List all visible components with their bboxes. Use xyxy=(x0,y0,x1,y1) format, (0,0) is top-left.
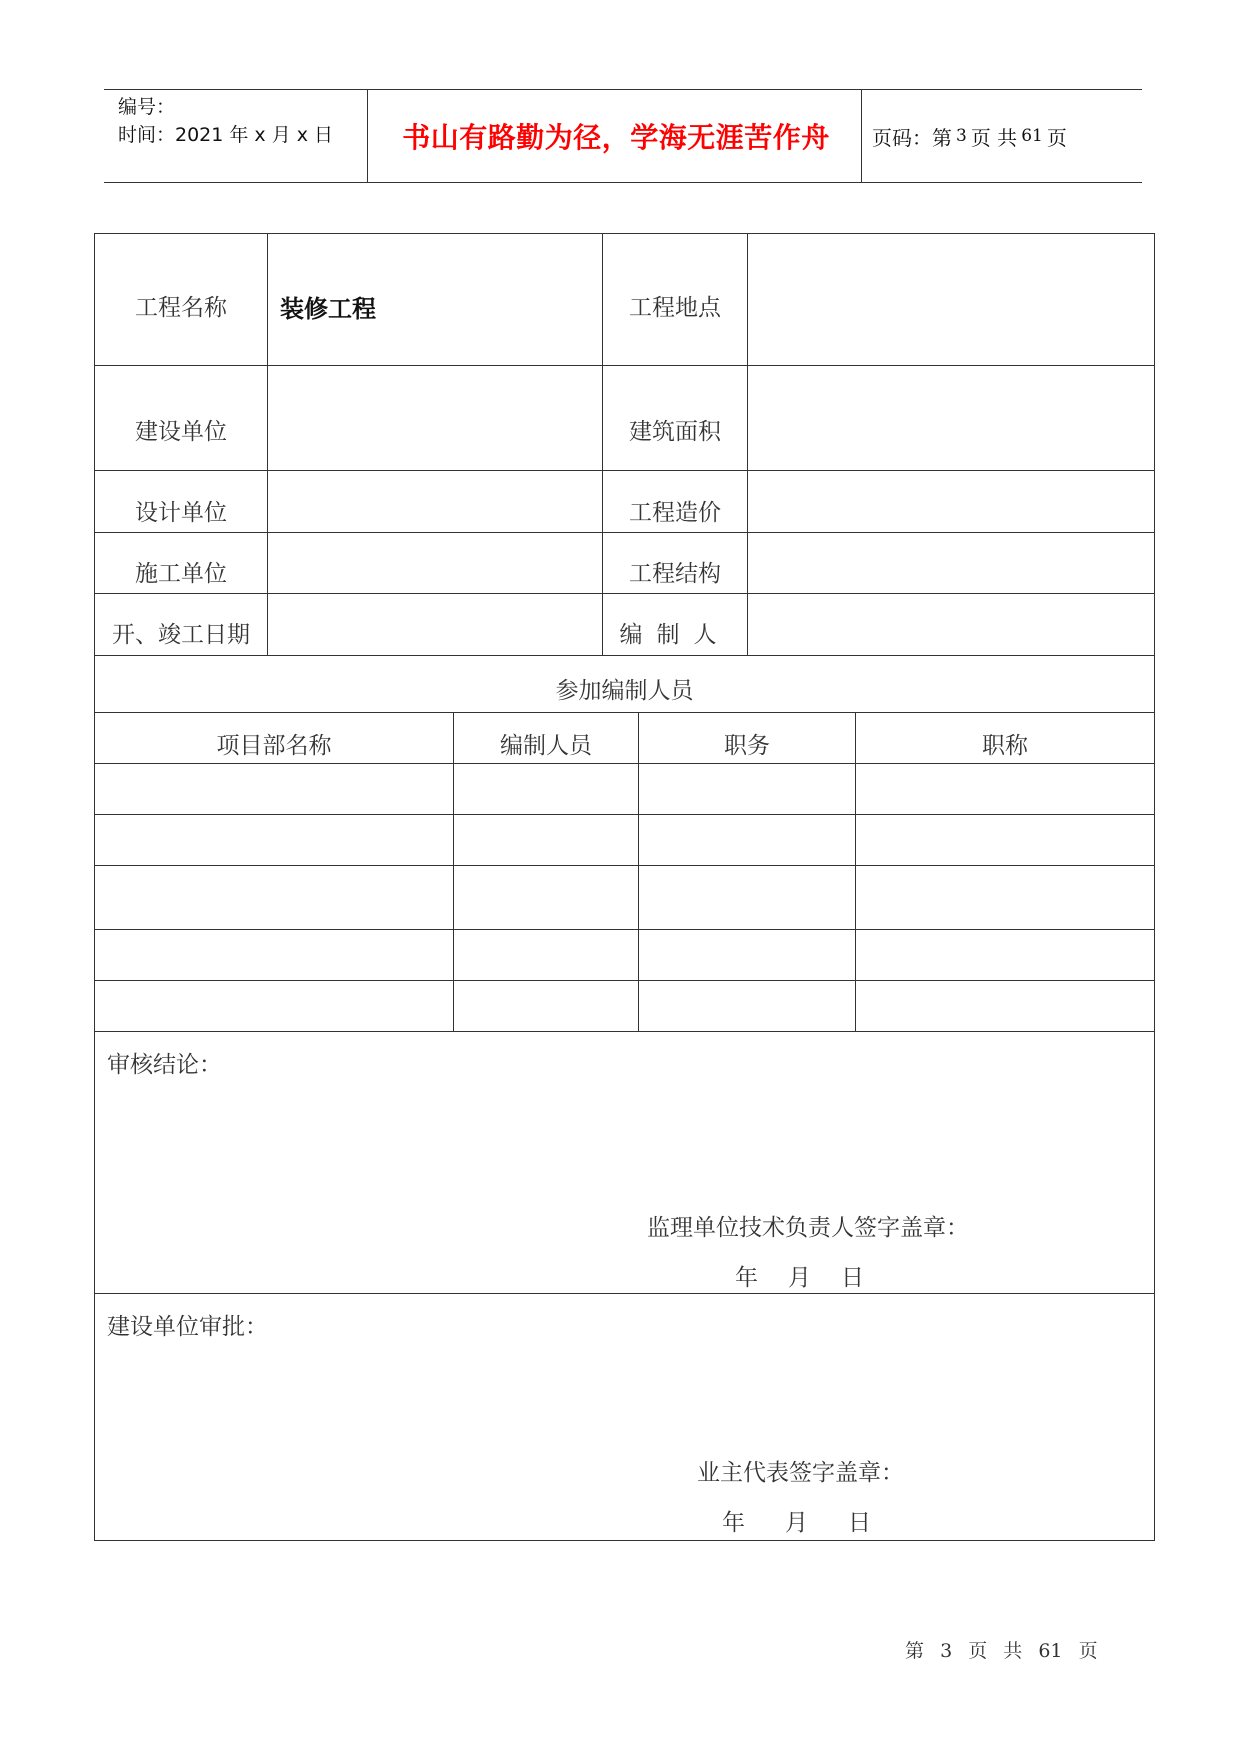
project-name-label: 工程名称 xyxy=(95,234,268,366)
review-date-month: 月 xyxy=(788,1265,811,1291)
header-meta xyxy=(118,93,333,149)
cell-title[interactable] xyxy=(856,866,1155,930)
builder-label: 建设单位 xyxy=(95,366,268,471)
compiler-label: 编制人 xyxy=(619,622,731,648)
review-date-day: 日 xyxy=(841,1265,864,1291)
approval-label: 建设单位审批： xyxy=(107,1314,268,1340)
cell-compiler[interactable] xyxy=(454,815,639,866)
cell-title[interactable] xyxy=(856,930,1155,981)
project-name-field[interactable]: 装修工程 xyxy=(268,234,603,366)
builder-field[interactable] xyxy=(268,366,603,471)
form-row-project-name xyxy=(95,234,1155,366)
design-unit-field[interactable] xyxy=(268,471,603,533)
column-header-department: 项目部名称 xyxy=(95,713,454,764)
cell-position[interactable] xyxy=(639,981,856,1032)
document-number-label: 编号： xyxy=(118,96,176,118)
approval-date xyxy=(722,1504,871,1537)
cell-position[interactable] xyxy=(639,866,856,930)
table-row xyxy=(95,981,1155,1032)
approval-row xyxy=(95,1294,1155,1541)
cell-title[interactable] xyxy=(856,764,1155,815)
page-header xyxy=(104,89,1142,183)
footer-total: 61 xyxy=(1038,1640,1063,1662)
cell-department[interactable] xyxy=(95,866,454,930)
review-cell[interactable] xyxy=(95,1032,1155,1294)
review-row xyxy=(95,1032,1155,1294)
cell-position[interactable] xyxy=(639,930,856,981)
approval-date-day: 日 xyxy=(848,1510,871,1536)
page-suffix: 页 xyxy=(1046,125,1067,150)
approval-date-year: 年 xyxy=(722,1510,745,1536)
cell-position[interactable] xyxy=(639,815,856,866)
table-row xyxy=(95,866,1155,930)
approval-signature-label: 业主代表签字盖章： xyxy=(697,1460,904,1486)
construction-unit-field[interactable] xyxy=(268,533,603,594)
column-header-compilers: 编制人员 xyxy=(454,713,639,764)
cell-compiler[interactable] xyxy=(454,930,639,981)
cell-department[interactable] xyxy=(95,764,454,815)
cell-department[interactable] xyxy=(95,930,454,981)
review-date-year: 年 xyxy=(735,1265,758,1291)
construction-unit-label: 施工单位 xyxy=(95,533,268,594)
table-row xyxy=(95,815,1155,866)
project-location-label: 工程地点 xyxy=(603,234,748,366)
form-row-dates xyxy=(95,594,1155,656)
compiler-label-cell xyxy=(603,594,748,656)
form-row-construction-unit xyxy=(95,533,1155,594)
footer-current: 3 xyxy=(940,1640,953,1662)
page-current: 3 xyxy=(956,126,967,146)
dates-field[interactable] xyxy=(268,594,603,656)
approval-date-month: 月 xyxy=(785,1510,808,1536)
form-row-builder xyxy=(95,366,1155,471)
project-info-form xyxy=(94,233,1155,1541)
compiler-field[interactable] xyxy=(748,594,1155,656)
project-cost-label: 工程造价 xyxy=(603,471,748,533)
page-total: 61 xyxy=(1021,126,1043,146)
review-label: 审核结论： xyxy=(107,1052,222,1078)
table-row xyxy=(95,930,1155,981)
column-header-position: 职务 xyxy=(639,713,856,764)
footer-ye: 页 xyxy=(968,1640,988,1662)
header-slogan: 书山有路勤为径，学海无涯苦作舟 xyxy=(402,121,830,154)
document-time-label: 时间：2021 年 x 月 x 日 xyxy=(118,124,334,146)
participants-header-row xyxy=(95,713,1155,764)
footer-di: 第 xyxy=(905,1640,925,1662)
cell-department[interactable] xyxy=(95,981,454,1032)
cell-compiler[interactable] xyxy=(454,764,639,815)
design-unit-label: 设计单位 xyxy=(95,471,268,533)
form-row-design-unit xyxy=(95,471,1155,533)
structure-field[interactable] xyxy=(748,533,1155,594)
page-footer xyxy=(905,1636,1108,1663)
cell-compiler[interactable] xyxy=(454,981,639,1032)
project-cost-field[interactable] xyxy=(748,471,1155,533)
cell-title[interactable] xyxy=(856,815,1155,866)
cell-department[interactable] xyxy=(95,815,454,866)
cell-position[interactable] xyxy=(639,764,856,815)
cell-compiler[interactable] xyxy=(454,866,639,930)
review-signature-label: 监理单位技术负责人签字盖章： xyxy=(647,1215,969,1241)
page-prefix: 页码：第 xyxy=(872,125,952,150)
approval-cell[interactable] xyxy=(95,1294,1155,1541)
building-area-label: 建筑面积 xyxy=(603,366,748,471)
project-location-field[interactable] xyxy=(748,234,1155,366)
dates-label: 开、竣工日期 xyxy=(95,594,268,656)
column-header-title: 职称 xyxy=(856,713,1155,764)
header-divider-left xyxy=(367,89,368,183)
page-mid: 页 共 xyxy=(970,125,1018,150)
cell-title[interactable] xyxy=(856,981,1155,1032)
structure-label: 工程结构 xyxy=(603,533,748,594)
footer-ye2: 页 xyxy=(1078,1640,1098,1662)
participants-title-row xyxy=(95,656,1155,713)
table-row xyxy=(95,764,1155,815)
footer-gong: 共 xyxy=(1003,1640,1023,1662)
header-page-indicator xyxy=(872,89,1067,183)
review-date xyxy=(735,1259,864,1292)
building-area-field[interactable] xyxy=(748,366,1155,471)
participants-title: 参加编制人员 xyxy=(95,656,1155,713)
